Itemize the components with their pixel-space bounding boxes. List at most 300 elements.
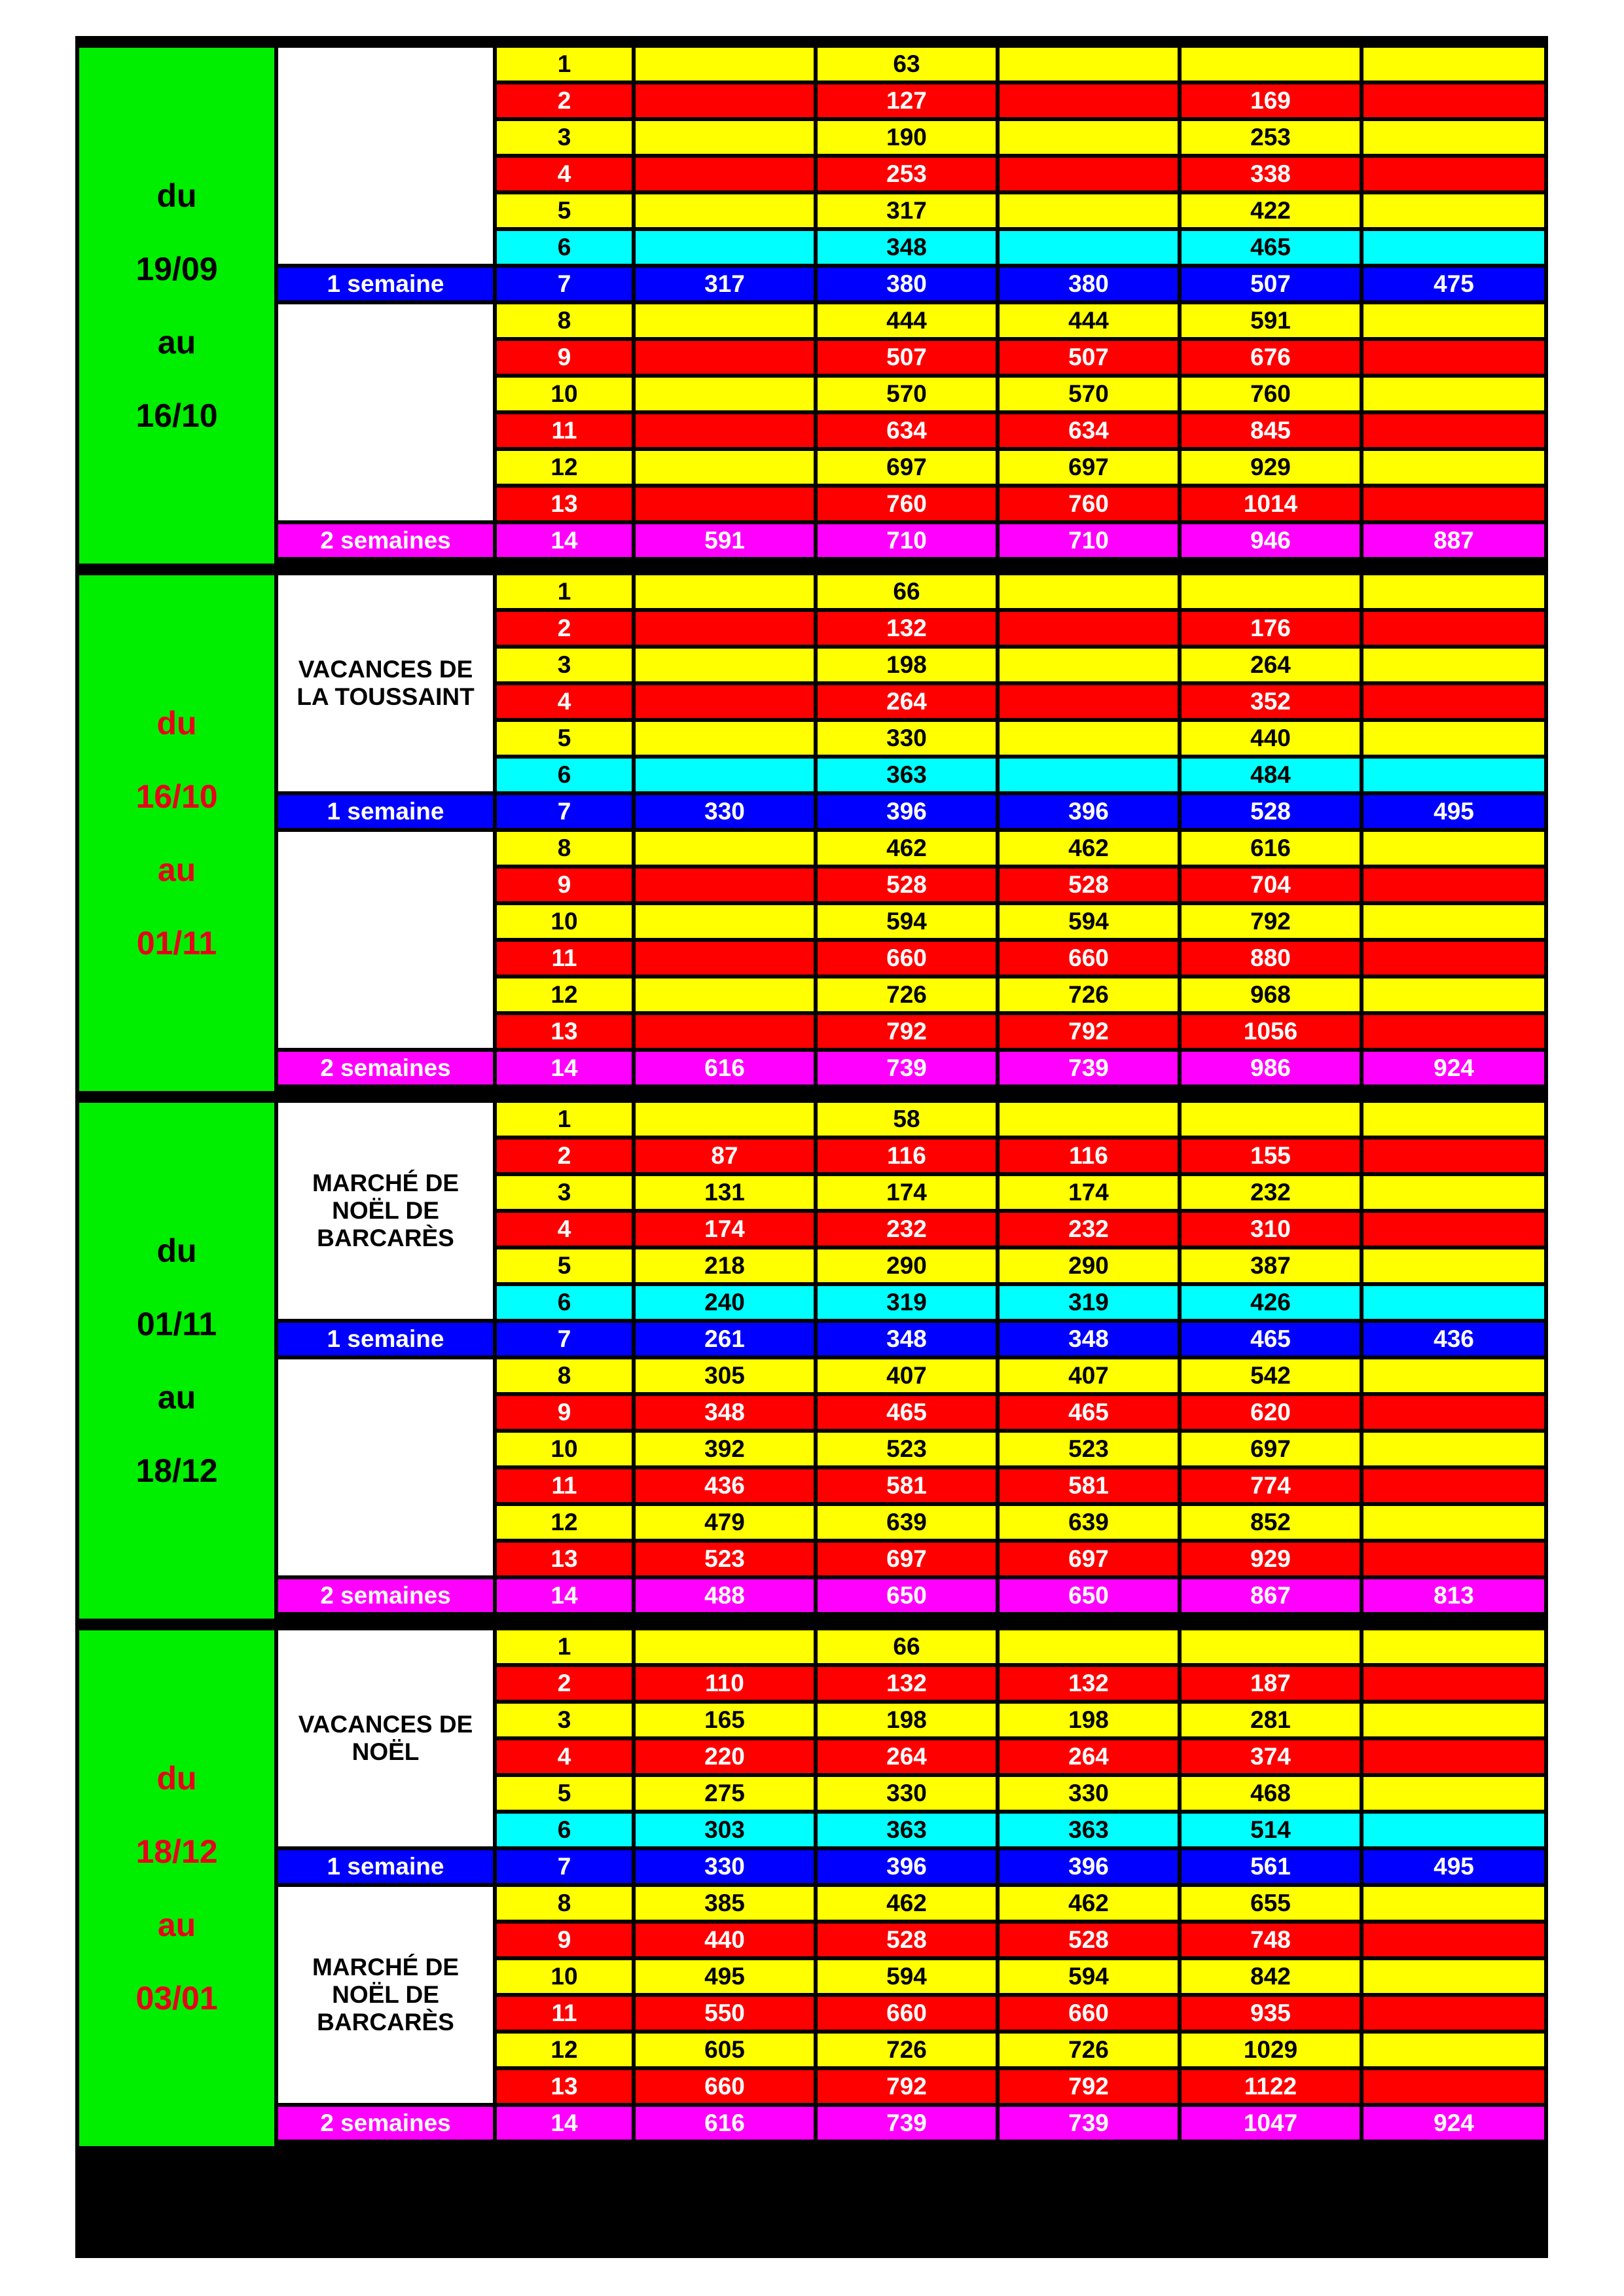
price-cell: 1029 — [1182, 2034, 1360, 2066]
table-row — [497, 1887, 1544, 1920]
price-cell — [1363, 685, 1544, 718]
table-row — [497, 612, 1544, 645]
price-cell — [1363, 1814, 1544, 1846]
event-label-line: NOËL DE — [332, 1197, 439, 1224]
price-cell: 594 — [1000, 1960, 1178, 1993]
price-cell — [1363, 194, 1544, 227]
price-cell — [1363, 1887, 1544, 1920]
price-cell — [1363, 1543, 1544, 1575]
nights-cell: 6 — [497, 759, 632, 791]
price-cell: 465 — [1000, 1396, 1178, 1429]
table-row — [497, 1249, 1544, 1282]
price-cell: 330 — [818, 722, 996, 755]
price-cell — [636, 832, 814, 865]
price-cell: 792 — [818, 2070, 996, 2103]
table-row — [497, 1286, 1544, 1319]
price-cell: 594 — [818, 905, 996, 938]
price-cell: 165 — [636, 1704, 814, 1736]
price-cell: 155 — [1182, 1139, 1360, 1172]
table-row — [497, 1579, 1544, 1612]
price-cell: 605 — [636, 2034, 814, 2066]
nights-cell: 13 — [497, 488, 632, 520]
period-date-line: 01/11 — [136, 925, 217, 961]
table-row — [497, 1543, 1544, 1575]
price-cell: 550 — [636, 1997, 814, 2030]
period-dates — [79, 48, 274, 564]
price-cell: 697 — [1000, 1543, 1178, 1575]
nights-cell: 4 — [497, 1213, 632, 1246]
price-cell: 174 — [1000, 1176, 1178, 1209]
price-cell — [636, 1630, 814, 1663]
price-cell: 198 — [818, 1704, 996, 1736]
price-cell: 338 — [1182, 158, 1360, 190]
price-cell — [1363, 759, 1544, 791]
price-cell: 319 — [1000, 1286, 1178, 1319]
price-cell — [1000, 194, 1178, 227]
price-cell: 462 — [818, 832, 996, 865]
separator-band — [75, 2146, 1548, 2158]
table-row — [497, 1667, 1544, 1700]
price-cell — [1363, 1396, 1544, 1429]
price-cell — [1363, 1249, 1544, 1282]
price-cell: 174 — [636, 1213, 814, 1246]
table-row — [497, 1139, 1544, 1172]
price-cell — [636, 304, 814, 337]
price-cell: 348 — [1000, 1323, 1178, 1355]
price-cell — [1000, 231, 1178, 264]
price-cell: 726 — [818, 2034, 996, 2066]
table-row — [497, 1997, 1544, 2030]
table-row — [497, 414, 1544, 447]
price-cell — [636, 722, 814, 755]
price-cell — [1363, 1103, 1544, 1136]
price-cell: 475 — [1363, 268, 1544, 300]
period-date-line: 01/11 — [136, 1306, 217, 1342]
table-row — [497, 451, 1544, 484]
table-row — [497, 1704, 1544, 1736]
price-cell: 462 — [1000, 832, 1178, 865]
price-cell: 1014 — [1182, 488, 1360, 520]
price-cell: 929 — [1182, 1543, 1360, 1575]
price-cell: 426 — [1182, 1286, 1360, 1319]
price-cell: 63 — [818, 48, 996, 81]
price-cell: 261 — [636, 1323, 814, 1355]
event-label-line: VACANCES DE — [298, 1711, 473, 1738]
period-date-line: 18/12 — [135, 1452, 218, 1489]
price-cell: 253 — [1182, 121, 1360, 154]
price-cell — [1363, 488, 1544, 520]
price-cell — [1363, 1469, 1544, 1502]
table-row — [497, 378, 1544, 410]
price-cell — [1363, 1960, 1544, 1993]
price-cell — [1000, 84, 1178, 117]
period-date-line: au — [157, 1379, 196, 1416]
nights-cell: 7 — [497, 1850, 632, 1883]
nights-cell: 2 — [497, 1139, 632, 1172]
event-label-line: BARCARÈS — [317, 1225, 454, 1251]
price-cell: 852 — [1182, 1506, 1360, 1539]
price-cell: 407 — [818, 1359, 996, 1392]
table-row — [497, 1469, 1544, 1502]
period-date-line: du — [156, 1760, 197, 1797]
price-cell: 495 — [1363, 1850, 1544, 1883]
price-cell: 198 — [818, 649, 996, 681]
price-cell: 704 — [1182, 869, 1360, 901]
price-cell: 792 — [818, 1015, 996, 1048]
period-date-line: 03/01 — [135, 1980, 218, 2017]
separator-band — [75, 564, 1548, 575]
price-cell: 697 — [1182, 1433, 1360, 1465]
price-cell: 132 — [818, 612, 996, 645]
price-cell — [1363, 1213, 1544, 1246]
price-cell: 507 — [1000, 341, 1178, 374]
price-cell — [636, 1103, 814, 1136]
price-cell: 110 — [636, 1667, 814, 1700]
price-cell — [1363, 869, 1544, 901]
nights-cell: 11 — [497, 942, 632, 975]
nights-cell: 8 — [497, 1359, 632, 1392]
price-cell — [1363, 575, 1544, 608]
price-cell: 479 — [636, 1506, 814, 1539]
price-cell: 462 — [1000, 1887, 1178, 1920]
price-cell — [1363, 1740, 1544, 1773]
nights-cell: 7 — [497, 1323, 632, 1355]
price-cell: 387 — [1182, 1249, 1360, 1282]
price-cell: 240 — [636, 1286, 814, 1319]
price-cell — [636, 759, 814, 791]
price-cell: 396 — [818, 795, 996, 828]
price-cell — [636, 451, 814, 484]
price-cell: 348 — [818, 1323, 996, 1355]
price-cell: 660 — [818, 942, 996, 975]
price-cell: 880 — [1182, 942, 1360, 975]
price-cell: 495 — [636, 1960, 814, 1993]
price-cell: 290 — [818, 1249, 996, 1282]
price-cell: 66 — [818, 575, 996, 608]
price-cell: 676 — [1182, 341, 1360, 374]
price-cell: 760 — [1000, 488, 1178, 520]
nights-cell: 12 — [497, 978, 632, 1011]
price-cell: 591 — [636, 524, 814, 557]
price-cell — [1000, 1630, 1178, 1663]
period-section — [75, 1103, 1548, 1619]
price-cell: 232 — [1182, 1176, 1360, 1209]
table-row — [497, 268, 1544, 300]
price-cell: 523 — [1000, 1433, 1178, 1465]
price-cell: 523 — [636, 1543, 814, 1575]
event-label-top — [278, 1103, 493, 1319]
period-dates — [79, 1103, 274, 1619]
price-cell: 1047 — [1182, 2107, 1360, 2140]
price-cell: 935 — [1182, 1997, 1360, 2030]
price-cell — [1363, 832, 1544, 865]
table-row — [497, 341, 1544, 374]
price-cell: 495 — [1363, 795, 1544, 828]
table-row — [497, 1960, 1544, 1993]
nights-cell: 2 — [497, 84, 632, 117]
price-cell: 655 — [1182, 1887, 1360, 1920]
event-label-bottom — [278, 1887, 493, 2103]
price-cell — [1182, 1103, 1360, 1136]
price-cell: 468 — [1182, 1777, 1360, 1810]
price-cell — [1363, 158, 1544, 190]
price-cell: 946 — [1182, 524, 1360, 557]
price-cell — [636, 905, 814, 938]
price-cell: 436 — [636, 1469, 814, 1502]
one-week-label: 1 semaine — [278, 795, 493, 828]
price-cell: 650 — [818, 1579, 996, 1612]
price-cell: 581 — [818, 1469, 996, 1502]
event-label-line: NOËL — [352, 1738, 420, 1765]
nights-cell: 13 — [497, 1543, 632, 1575]
price-cell: 748 — [1182, 1924, 1360, 1956]
price-cell: 591 — [1182, 304, 1360, 337]
price-cell — [1363, 1176, 1544, 1209]
price-cell — [1363, 1667, 1544, 1700]
price-cell — [636, 378, 814, 410]
price-cell: 523 — [818, 1433, 996, 1465]
price-cell: 639 — [818, 1506, 996, 1539]
price-cell — [1000, 48, 1178, 81]
price-cell: 620 — [1182, 1396, 1360, 1429]
price-cell — [636, 1015, 814, 1048]
period-date-line: au — [157, 324, 196, 361]
price-cell — [1363, 1924, 1544, 1956]
price-cell: 174 — [818, 1176, 996, 1209]
price-cell: 924 — [1363, 2107, 1544, 2140]
price-cell — [1363, 1997, 1544, 2030]
table-row — [497, 1015, 1544, 1048]
price-cell: 570 — [818, 378, 996, 410]
price-cell — [636, 978, 814, 1011]
price-cell: 305 — [636, 1359, 814, 1392]
price-cell: 581 — [1000, 1469, 1178, 1502]
nights-cell: 12 — [497, 2034, 632, 2066]
price-cell: 813 — [1363, 1579, 1544, 1612]
price-cell: 570 — [1000, 378, 1178, 410]
event-label-top — [278, 1630, 493, 1846]
price-cell: 275 — [636, 1777, 814, 1810]
event-label-line: LA TOUSSAINT — [297, 683, 475, 710]
table-row — [497, 1213, 1544, 1246]
price-cell: 465 — [818, 1396, 996, 1429]
table-row — [497, 722, 1544, 755]
price-cell — [1363, 612, 1544, 645]
price-cell — [1363, 1139, 1544, 1172]
nights-cell: 9 — [497, 1396, 632, 1429]
price-cell — [636, 158, 814, 190]
price-cell: 561 — [1182, 1850, 1360, 1883]
price-cell: 330 — [636, 1850, 814, 1883]
period-dates — [79, 575, 274, 1091]
table-row — [497, 1740, 1544, 1773]
event-label-bottom — [278, 832, 493, 1048]
price-cell: 542 — [1182, 1359, 1360, 1392]
price-cell: 739 — [1000, 1052, 1178, 1085]
price-cell — [1363, 378, 1544, 410]
table-row — [497, 978, 1544, 1011]
price-cell: 444 — [818, 304, 996, 337]
separator-band — [75, 1619, 1548, 1630]
period-date-line: au — [157, 1907, 196, 1943]
nights-cell: 5 — [497, 1249, 632, 1282]
price-cell: 887 — [1363, 524, 1544, 557]
price-cell: 968 — [1182, 978, 1360, 1011]
price-cell — [1000, 121, 1178, 154]
price-cell: 514 — [1182, 1814, 1360, 1846]
one-week-label: 1 semaine — [278, 268, 493, 300]
two-weeks-label: 2 semaines — [278, 2107, 493, 2140]
price-cell: 1122 — [1182, 2070, 1360, 2103]
nights-cell: 9 — [497, 1924, 632, 1956]
separator-band — [75, 36, 1548, 48]
price-cell: 281 — [1182, 1704, 1360, 1736]
table-row — [497, 304, 1544, 337]
price-cell: 363 — [1000, 1814, 1178, 1846]
nights-cell: 7 — [497, 268, 632, 300]
price-cell — [636, 649, 814, 681]
table-row — [497, 1924, 1544, 1956]
price-cell: 58 — [818, 1103, 996, 1136]
table-row — [497, 2034, 1544, 2066]
nights-cell: 11 — [497, 1997, 632, 2030]
price-cell: 660 — [818, 1997, 996, 2030]
price-cell: 660 — [1000, 1997, 1178, 2030]
price-cell — [1000, 575, 1178, 608]
price-cell — [1363, 2034, 1544, 2066]
price-cell — [1363, 414, 1544, 447]
nights-cell: 3 — [497, 649, 632, 681]
price-cell: 374 — [1182, 1740, 1360, 1773]
two-weeks-label: 2 semaines — [278, 1052, 493, 1085]
period-section — [75, 575, 1548, 1091]
price-cell: 319 — [818, 1286, 996, 1319]
table-row — [497, 158, 1544, 190]
price-cell: 616 — [636, 1052, 814, 1085]
price-cell: 726 — [1000, 978, 1178, 1011]
price-cell — [636, 121, 814, 154]
event-label-bottom — [278, 304, 493, 520]
price-cell: 116 — [818, 1139, 996, 1172]
price-cell — [636, 341, 814, 374]
table-row — [497, 1052, 1544, 1085]
price-cell — [636, 48, 814, 81]
nights-cell: 9 — [497, 869, 632, 901]
price-cell: 774 — [1182, 1469, 1360, 1502]
price-cell — [636, 685, 814, 718]
price-cell: 187 — [1182, 1667, 1360, 1700]
price-cell — [1363, 905, 1544, 938]
nights-cell: 4 — [497, 158, 632, 190]
nights-cell: 13 — [497, 2070, 632, 2103]
price-cell: 363 — [818, 1814, 996, 1846]
table-row — [497, 194, 1544, 227]
price-cell — [1363, 978, 1544, 1011]
price-cell: 392 — [636, 1433, 814, 1465]
price-cell — [1000, 1103, 1178, 1136]
nights-cell: 6 — [497, 1286, 632, 1319]
price-cell — [1182, 575, 1360, 608]
price-cell: 317 — [636, 268, 814, 300]
price-cell: 264 — [818, 685, 996, 718]
price-cell — [1363, 48, 1544, 81]
event-label-line: NOËL DE — [332, 1981, 439, 2008]
price-cell: 310 — [1182, 1213, 1360, 1246]
table-row — [497, 2070, 1544, 2103]
price-cell: 218 — [636, 1249, 814, 1282]
nights-cell: 5 — [497, 722, 632, 755]
price-cell — [1182, 48, 1360, 81]
period-dates — [79, 1630, 274, 2146]
price-cell — [1000, 158, 1178, 190]
price-cell: 440 — [1182, 722, 1360, 755]
price-cell: 726 — [818, 978, 996, 1011]
nights-cell: 10 — [497, 378, 632, 410]
price-cell: 616 — [636, 2107, 814, 2140]
nights-cell: 2 — [497, 612, 632, 645]
price-cell: 363 — [818, 759, 996, 791]
price-cell: 792 — [1000, 2070, 1178, 2103]
price-cell: 726 — [1000, 2034, 1178, 2066]
table-row — [497, 649, 1544, 681]
price-cell: 528 — [1000, 869, 1178, 901]
table-row — [497, 231, 1544, 264]
table-row — [497, 942, 1544, 975]
price-cell: 739 — [818, 2107, 996, 2140]
nights-cell: 4 — [497, 685, 632, 718]
price-cell — [1363, 1506, 1544, 1539]
nights-cell: 8 — [497, 1887, 632, 1920]
event-label-top — [278, 48, 493, 264]
table-row — [497, 759, 1544, 791]
price-cell: 317 — [818, 194, 996, 227]
price-cell: 484 — [1182, 759, 1360, 791]
price-cell — [1000, 685, 1178, 718]
two-weeks-label: 2 semaines — [278, 524, 493, 557]
price-cell — [636, 575, 814, 608]
price-cell: 436 — [1363, 1323, 1544, 1355]
table-row — [497, 2107, 1544, 2140]
period-date-line: du — [156, 1232, 197, 1269]
table-row — [497, 488, 1544, 520]
price-cell: 348 — [818, 231, 996, 264]
table-row — [497, 1630, 1544, 1663]
price-cell: 660 — [1000, 942, 1178, 975]
price-cell: 396 — [818, 1850, 996, 1883]
event-label-line: MARCHÉ DE — [312, 1954, 460, 1981]
price-cell: 697 — [818, 451, 996, 484]
price-cell: 176 — [1182, 612, 1360, 645]
table-row — [497, 795, 1544, 828]
price-cell: 264 — [1000, 1740, 1178, 1773]
nights-cell: 10 — [497, 905, 632, 938]
price-cell: 842 — [1182, 1960, 1360, 1993]
table-row — [497, 48, 1544, 81]
price-cell: 650 — [1000, 1579, 1178, 1612]
table-row — [497, 1506, 1544, 1539]
price-cell — [1363, 1704, 1544, 1736]
nights-cell: 14 — [497, 2107, 632, 2140]
period-date-line: au — [157, 852, 196, 888]
price-cell — [1363, 2070, 1544, 2103]
table-row — [497, 575, 1544, 608]
table-row — [497, 1850, 1544, 1883]
price-cell: 697 — [818, 1543, 996, 1575]
price-cell: 465 — [1182, 1323, 1360, 1355]
nights-cell: 2 — [497, 1667, 632, 1700]
price-cell — [636, 488, 814, 520]
nights-cell: 3 — [497, 1176, 632, 1209]
